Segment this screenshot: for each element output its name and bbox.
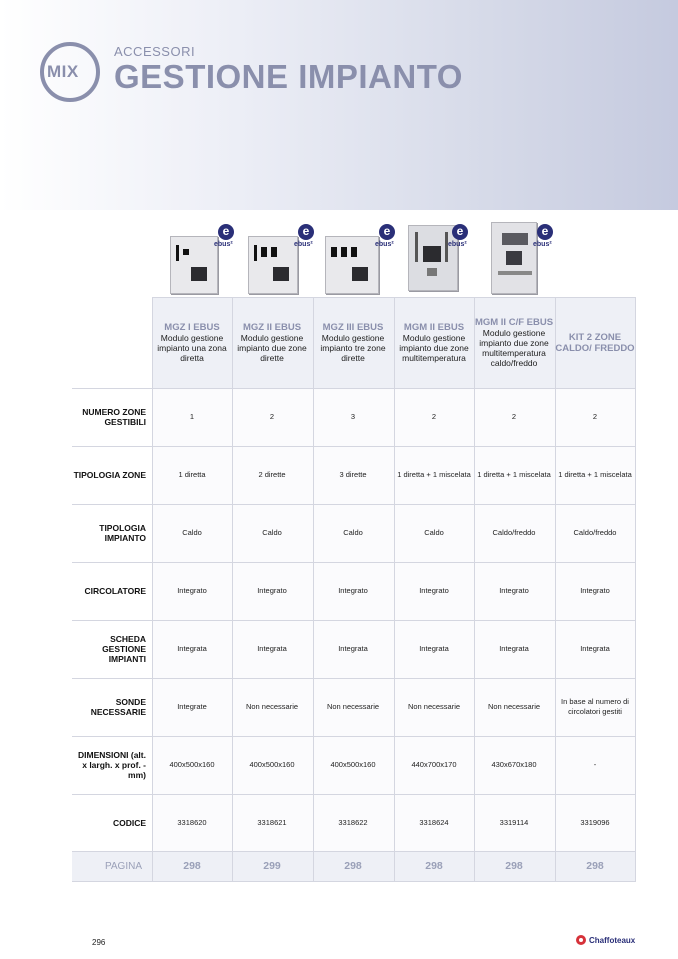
chaffoteaux-logo-icon xyxy=(576,935,586,945)
product-image-mgz1: e ebus² xyxy=(152,222,233,298)
table-cell: 430x670x180 xyxy=(491,760,537,769)
ebus-icon: e xyxy=(218,224,234,240)
row-label: TIPOLOGIA IMPIANTO xyxy=(99,523,146,543)
mix-badge: MIX xyxy=(47,62,79,81)
table-cell: 1 diretta + 1 miscelata xyxy=(397,470,471,479)
table-cell: Caldo xyxy=(343,528,363,537)
brand-name: Chaffoteaux xyxy=(589,935,636,945)
table-cell: Caldo/freddo xyxy=(573,528,617,537)
table-cell: 400x500x160 xyxy=(249,760,295,769)
table-cell: 3 dirette xyxy=(339,470,367,479)
pagina-link[interactable]: 299 xyxy=(263,860,281,872)
table-cell: 400x500x160 xyxy=(169,760,215,769)
table-cell: 3319096 xyxy=(580,817,610,827)
table-cell: 3319114 xyxy=(499,817,529,827)
table-cell: Integrato xyxy=(177,586,207,595)
table-cell: 2 xyxy=(269,412,275,421)
table-cell: Non necessarie xyxy=(407,702,461,711)
product-name: MGM II C/F EBUS xyxy=(474,317,554,328)
table-cell: 3318622 xyxy=(338,817,368,827)
product-name: MGZ I EBUS xyxy=(164,322,220,333)
pagina-label: PAGINA xyxy=(104,860,142,872)
table-cell: Caldo xyxy=(424,528,444,537)
row-label: CODICE xyxy=(112,817,146,828)
product-image-mgz3: e ebus² xyxy=(313,222,394,298)
column-header xyxy=(313,297,393,388)
page-title: GESTIONE IMPIANTO xyxy=(114,58,463,95)
table-cell: Non necessarie xyxy=(326,702,380,711)
product-description: Modulo gestione impianto una zona diretta xyxy=(157,333,227,363)
ebus-icon: e xyxy=(452,224,468,240)
product-description: Modulo gestione impianto due zone multitemperatura caldo/freddo xyxy=(479,328,549,368)
table-cell: Caldo xyxy=(262,528,282,537)
product-name: MGM II EBUS xyxy=(403,322,465,333)
table-cell: 1 diretta + 1 miscelata xyxy=(477,470,551,479)
ebus-icon: e xyxy=(537,224,553,240)
table-cell: Caldo/freddo xyxy=(492,528,536,537)
table-cell: 3318621 xyxy=(257,817,287,827)
row-label: SCHEDA GESTIONE IMPIANTI xyxy=(102,634,146,664)
product-image-mgm2cf: e ebus² xyxy=(475,222,556,298)
table-cell: Integrata xyxy=(499,644,529,653)
table-cell: Integrato xyxy=(257,586,287,595)
product-description: Modulo gestione impianto tre zone dirette xyxy=(320,333,386,363)
column-header xyxy=(232,297,312,388)
table-cell: 1 xyxy=(189,412,195,421)
table-cell: Integrato xyxy=(338,586,368,595)
column-header xyxy=(474,297,554,388)
table-cell: 1 diretta xyxy=(178,470,206,479)
row-label: DIMENSIONI (alt. x largh. x prof. - mm) xyxy=(77,750,146,780)
table-cell: Integrato xyxy=(419,586,449,595)
product-name: MGZ III EBUS xyxy=(322,322,384,333)
table-cell: 3318624 xyxy=(419,817,449,827)
table-cell: 2 xyxy=(592,412,598,421)
pagina-link[interactable]: 298 xyxy=(183,860,201,872)
product-name: MGZ II EBUS xyxy=(242,322,302,333)
row-label: TIPOLOGIA ZONE xyxy=(73,470,146,480)
ebus-icon: e xyxy=(379,224,395,240)
row-label: NUMERO ZONE GESTIBILI xyxy=(82,407,146,427)
column-header xyxy=(555,297,635,388)
page-number: 296 xyxy=(92,938,106,947)
table-cell: 400x500x160 xyxy=(330,760,376,769)
table-cell: Integrato xyxy=(580,586,610,595)
product-image-mgm2: e ebus² xyxy=(394,222,475,298)
table-cell: Integrata xyxy=(580,644,610,653)
table-cell: Integrata xyxy=(177,644,207,653)
pagina-link[interactable]: 298 xyxy=(425,860,443,872)
product-description: Modulo gestione impianto due zone dirette xyxy=(237,333,307,363)
table-cell: Non necessarie xyxy=(245,702,299,711)
table-cell: 440x700x170 xyxy=(411,760,457,769)
header-banner xyxy=(0,0,678,210)
table-cell: Non necessarie xyxy=(487,702,541,711)
table-cell: Integrata xyxy=(338,644,368,653)
table-cell: Integrata xyxy=(257,644,287,653)
table-cell: Integrato xyxy=(499,586,529,595)
table-cell: Integrata xyxy=(419,644,449,653)
table-cell: 3318620 xyxy=(177,817,207,827)
row-label: SONDE NECESSARIE xyxy=(90,697,146,717)
pagina-link[interactable]: 298 xyxy=(586,860,604,872)
section-label: ACCESSORI xyxy=(114,44,196,59)
product-image-mgz2: e ebus² xyxy=(232,222,313,298)
pagina-link[interactable]: 298 xyxy=(505,860,523,872)
table-cell: In base al numero di circolatori gestiti xyxy=(561,697,629,716)
pagina-link[interactable]: 298 xyxy=(344,860,362,872)
table-cell: - xyxy=(593,760,597,769)
product-name: KIT 2 ZONE CALDO/ FREDDO xyxy=(555,331,635,354)
table-cell: 2 xyxy=(431,412,437,421)
table-cell: Caldo xyxy=(182,528,202,537)
brand-logo xyxy=(576,935,635,945)
row-label: CIRCOLATORE xyxy=(84,586,146,596)
grid-line xyxy=(72,881,636,882)
column-header xyxy=(152,297,232,388)
table-cell: Integrate xyxy=(177,702,207,711)
table-cell: 1 diretta + 1 miscelata xyxy=(558,470,632,479)
table-cell: 2 xyxy=(511,412,517,421)
table-cell: 2 dirette xyxy=(258,470,286,479)
table-cell: 3 xyxy=(350,412,356,421)
product-description: Modulo gestione impianto due zone multitemperatura xyxy=(399,333,469,363)
ebus-icon: e xyxy=(298,224,314,240)
column-header xyxy=(394,297,474,388)
